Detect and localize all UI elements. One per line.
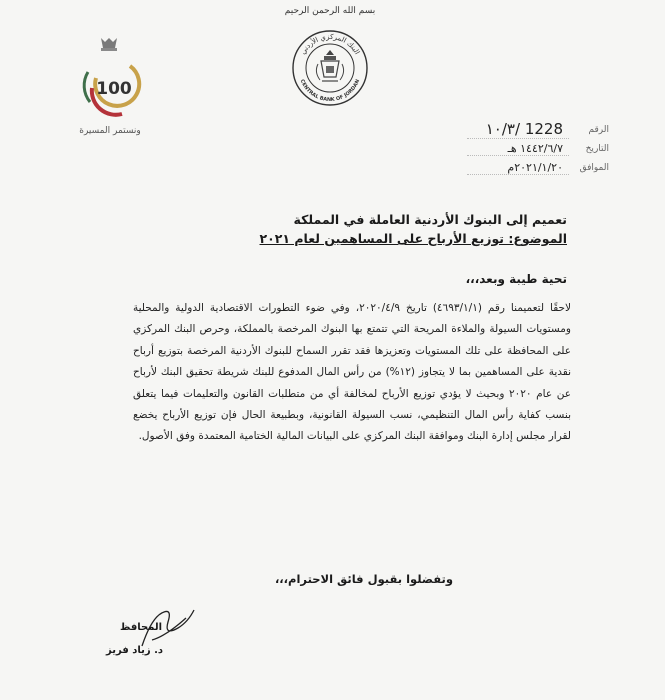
centennial-logo	[74, 34, 144, 138]
signatory-title: المحافظ	[120, 622, 163, 633]
letter-heading	[107, 212, 567, 246]
reference-corresponding-value: ٢٠٢١/١/٢٠م	[467, 161, 569, 175]
closing-line: وتفضلوا بقبول فائق الاحترام،،،	[274, 572, 453, 586]
signatory-name: د. زياد فريز	[106, 645, 164, 656]
circular-recipient: تعميم إلى البنوك الأردنية العاملة في المملكة	[293, 212, 567, 227]
subject-line: الموضوع: توزيع الأرباح على المساهمين لعام ٢٠٢١	[259, 231, 567, 246]
reference-block	[409, 120, 609, 177]
greeting: تحية طيبة وبعد،،،	[465, 272, 567, 286]
centennial-number: 100	[96, 79, 132, 99]
body-paragraph: لاحقًا لتعميمنا رقم (٤٦٩٣/١/١) تاريخ ٢٠٢٠/٤/٩، وفي ضوء التطورات الاقتصادية الدولية والمحلية ومستويات السيولة والملاءة المريحة التي تتمتع بها البنوك المرخصة بالمملكة، وحرص البنك المركزي على المحافظة على تلك المستويات وتعزيزها فقد تقرر السماح للبنوك الأردنية المرخصة بتوزيع أرباح نقدية على المساهمين بما لا يتجاوز (١٢%) من رأس المال المدفوع للبنك شريطة تحقيق البنك لأرباح عن عام ٢٠٢٠ وبحيث لا يؤدي توزيع الأرباح لمخالفة أي من متطلبات القانون والتعليمات فيما يتعلق بنسب كفاية رأس المال التنظيمي، نسب السيولة القانونية، وبطبيعة الحال فإن توزيع الأرباح يخضع لقرار مجلس إدارة البنك وموافقة البنك المركزي على البيانات المالية الختامية المعتمدة وفق الأصول.	[133, 302, 571, 443]
centennial-caption: ونستمر المسيرة	[79, 126, 141, 136]
letter-body	[133, 298, 571, 448]
basmala: بسم الله الرحمن الرحيم	[284, 6, 376, 16]
reference-number-row	[409, 120, 609, 139]
reference-corresponding-row	[409, 158, 609, 177]
bank-name-arabic: البنك المركزي الأردني	[298, 32, 362, 56]
reference-corresponding-label: الموافق	[579, 162, 609, 173]
svg-text:CENTRAL BANK OF JORDAN	[299, 79, 361, 103]
reference-date-label: التاريخ	[585, 143, 609, 154]
bank-name-english: CENTRAL BANK OF JORDAN	[298, 78, 362, 104]
reference-number-value: 1228 /١٠/٣	[467, 120, 569, 139]
reference-date-row	[409, 139, 609, 158]
reference-date-value: ١٤٤٢/٦/٧ هـ	[467, 142, 569, 156]
reference-number-label: الرقم	[588, 124, 609, 135]
central-bank-emblem	[290, 28, 370, 108]
